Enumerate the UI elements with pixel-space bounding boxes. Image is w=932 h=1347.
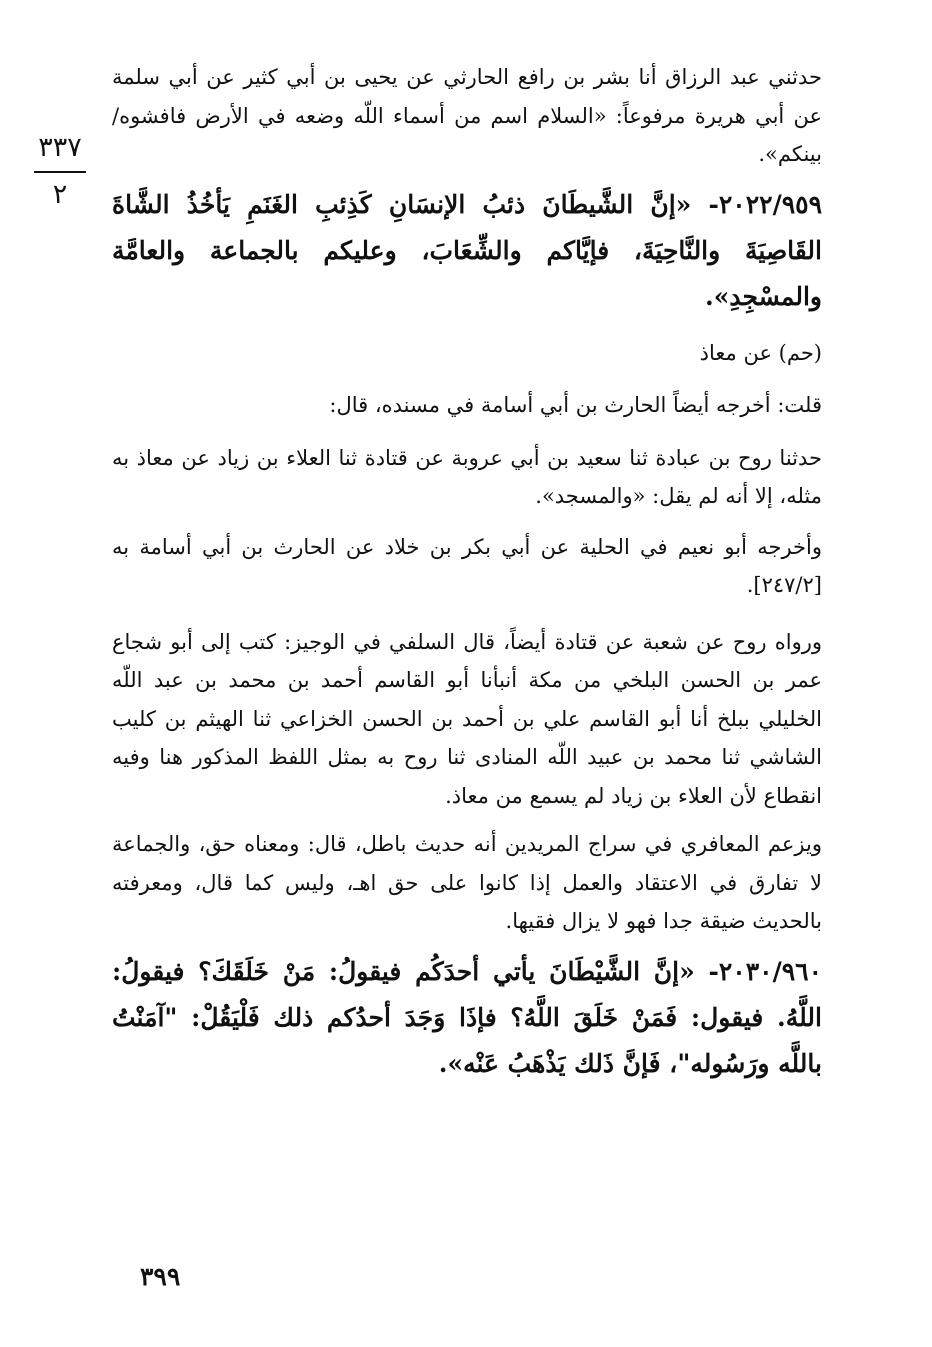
paragraph-silafi: ورواه روح عن شعبة عن قتادة أيضاً، قال السلفي في الوجيز: كتب إلى أبو شجاع عمر بن الحسن البلخي من مكة أنبأنا أبو القاسم أحمد بن محمد بن عبد اللّه الخليلي ببلخ أنا أبو القاسم علي بن أحمد بن الحسن الخزاعي ثنا الهيثم بن كليب الشاشي ثنا محمد بن عبيد اللّه المنادى ثنا روح به بمثل اللفظ المذكور هنا وفيه انقطاع لأن العلاء بن زياد لم يسمع من معاذ. [112, 629, 822, 808]
hadith-960: ٢٠٣٠/٩٦٠- «إنَّ الشَّيْطَانَ يأتي أحدَكُم فيقولُ: مَنْ خَلَقَكَ؟ فيقولُ: اللَّهُ. فيقول: فَمَنْ خَلَقَ اللَّهُ؟ فإذَا وَجَدَ أحدُكم ذلك فَلْيَقُلْ: "آمَنْتُ باللَّه ورَسُوله"، فَإنَّ ذَلك يَذْهَبُ عَنْه». [112, 956, 822, 1078]
page-number: ٣٩٩ [140, 1262, 181, 1291]
paragraph-rawh: حدثنا روح بن عبادة ثنا سعيد بن أبي عروبة عن قتادة ثنا العلاء بن زياد عن معاذ به مثله، إلا أنه لم يقل: «والمسجد». [112, 445, 822, 508]
margin-note [28, 130, 92, 212]
paragraph-abu-nuaym: وأخرجه أبو نعيم في الحلية عن أبي بكر بن خلاد عن الحارث بن أبي أسامة به [٢٤٧/٢]. [112, 534, 822, 597]
margin-note-bottom: ٢ [52, 179, 68, 211]
paragraph-isnad-salam: حدثني عبد الرزاق أنا بشر بن رافع الحارثي عن يحيى بن أبي كثير عن أبي سلمة عن أبي هريرة مرفوعاً: «السلام اسم من أسماء اللّه وضعه في الأرض فافشوه/ بينكم». [112, 65, 822, 166]
paragraph-maafiri: ويزعم المعافري في سراج المريدين أنه حديث باطل، قال: ومعناه حق، والجماعة لا تفارق في الاعتقاد والعمل إذا كانوا على حق اهـ، وليس كما قال، ومعرفته بالحديث ضيقة جدا فهو لا يزال فقيها. [112, 832, 822, 933]
margin-note-top: ٣٣٧ [38, 132, 82, 163]
paragraph-qultu: قلت: أخرجه أيضاً الحارث بن أبي أسامة في مسنده، قال: [329, 393, 822, 417]
margin-note-divider [34, 171, 86, 173]
main-text [112, 58, 822, 1087]
hadith-959: ٢٠٢٢/٩٥٩- «إنَّ الشَّيطَانَ ذئبُ الإنسَانِ كَذِئبِ الغَنَمِ يَأخُذُ الشَّاةَ القَاصِيَةَ والنَّاحِيَةَ، فإيَّاكم والشِّعَابَ، وعليكم بالجماعة والعامَّة والمسْجِدِ». [112, 189, 822, 311]
paragraph-source: (حم) عن معاذ [699, 340, 822, 365]
